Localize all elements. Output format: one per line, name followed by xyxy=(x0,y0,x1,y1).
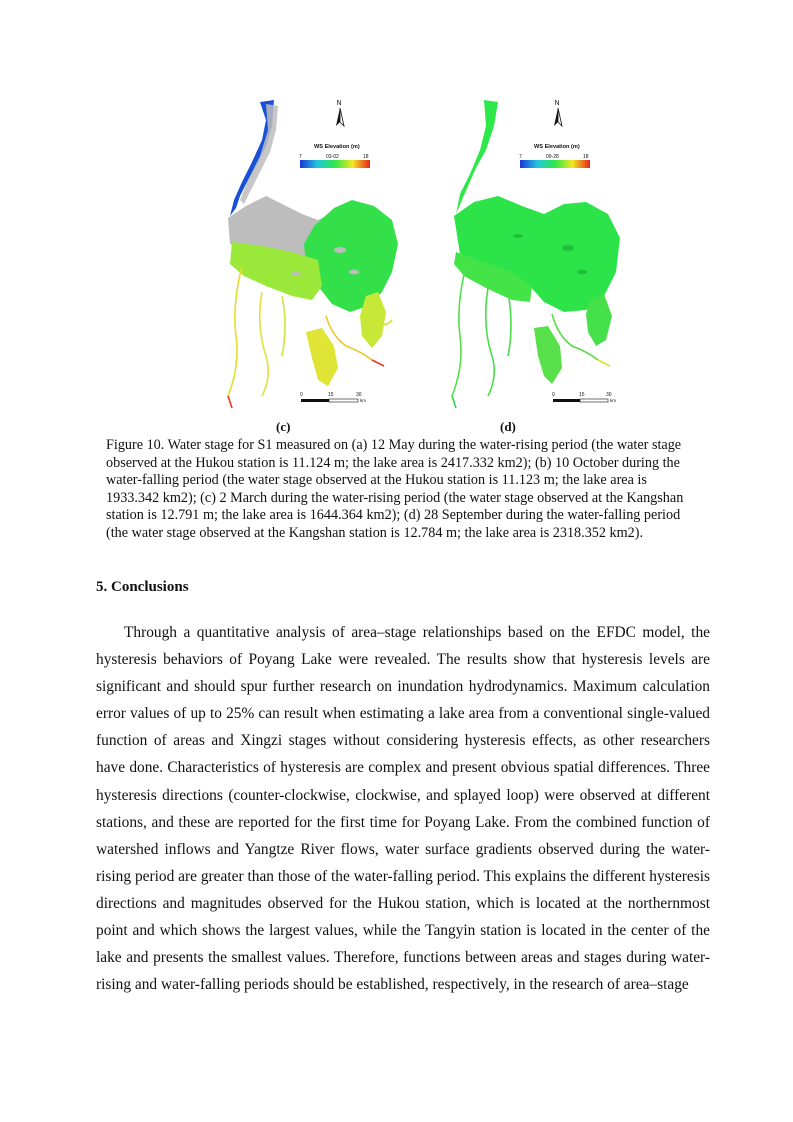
legend-min: 7 xyxy=(519,154,522,160)
legend-date: 09-28 xyxy=(546,154,559,160)
scale-unit: km xyxy=(610,398,616,403)
scale-tick-15: 15 xyxy=(328,392,334,398)
legend-title: WS Elevation (m) xyxy=(534,144,580,150)
panel-label-c: (c) xyxy=(276,419,291,434)
body-paragraph: Through a quantitative analysis of area–stage relationships based on the EFDC model, the hysteresis behaviors of Poyang Lake were revealed. The results show that hysteresis levels are significant and should spur further research on inundation hydrodynamics. Maximum calculation error values of up to 25% can result when estimating a lake area from a conventional single-valued function of areas and Xingzi stages without considering hysteresis effects, as other researchers have done. Characteristics of hysteresis are complex and present obvious spatial differences. Three hysteresis directions (counter-clockwise, clockwise, and splayed loop) were observed at different stations, and these are reported for the first time for Poyang Lake. From the combined function of watershed inflows and Yangtze River flows, water surface gradients observed during the water-rising period are greater than those of the water-falling period. This explains the different hysteresis directions and magnitudes observed for the Hukou station, which is located at the northernmost point and which shows the largest values, while the Tangyin station is located in the center of the lake and presents the smallest values. Therefore, functions between areas and stages during water-rising and water-falling periods should be established, respectively, in the research of area–stage xyxy=(96,624,710,994)
legend-min: 7 xyxy=(299,154,302,160)
southern-bay-c xyxy=(306,328,338,386)
southern-bay-d xyxy=(534,326,562,384)
north-label: N xyxy=(554,100,560,107)
scale-tick-30: 30 xyxy=(606,392,612,398)
north-arrow-icon xyxy=(554,100,562,126)
north-arrow-icon xyxy=(336,100,344,126)
eastern-bay-d xyxy=(586,294,612,346)
section-heading: 5. Conclusions xyxy=(96,579,189,595)
color-ramp xyxy=(520,160,590,168)
scale-tick-0: 0 xyxy=(552,392,555,398)
legend-date: 03-02 xyxy=(326,154,339,160)
north-channel-d xyxy=(456,100,498,214)
scale-tick-15: 15 xyxy=(579,392,585,398)
scale-tick-30: 30 xyxy=(356,392,362,398)
legend-title: WS Elevation (m) xyxy=(314,144,360,150)
figure-caption: Figure 10. Water stage for S1 measured on (a) 12 May during the water-rising period (the water stage observed at the Hukou station is 11.124 m; the lake area is 2417.332 km2); (b) 10 October during the water-falling period (the water stage observed at the Hukou station is 11.123 m; the lake area is 1933.342 km2); (c) 2 March during the water-rising period (the water stage observed at the Kangshan station is 12.791 m; the lake area is 1644.364 km2); (d) 28 September during the water-falling period (the water stage observed at the Kangshan station is 12.784 m; the lake area is 2318.352 km2). xyxy=(106,437,684,541)
legend-c xyxy=(299,144,370,168)
map-panel-c xyxy=(228,100,398,408)
scale-bar-d xyxy=(552,392,616,403)
lake-body-c xyxy=(304,200,398,312)
scale-unit: km xyxy=(360,398,366,403)
scale-tick-0: 0 xyxy=(300,392,303,398)
map-panel-d xyxy=(452,100,620,408)
legend-max: 18 xyxy=(583,154,589,160)
legend-max: 18 xyxy=(363,154,369,160)
panel-label-d: (d) xyxy=(500,419,516,434)
north-label: N xyxy=(336,100,342,107)
legend-d xyxy=(519,144,590,168)
color-ramp xyxy=(300,160,370,168)
scale-bar-c xyxy=(300,392,366,403)
figure-10-maps xyxy=(222,96,622,414)
lake-body-d xyxy=(454,196,620,312)
